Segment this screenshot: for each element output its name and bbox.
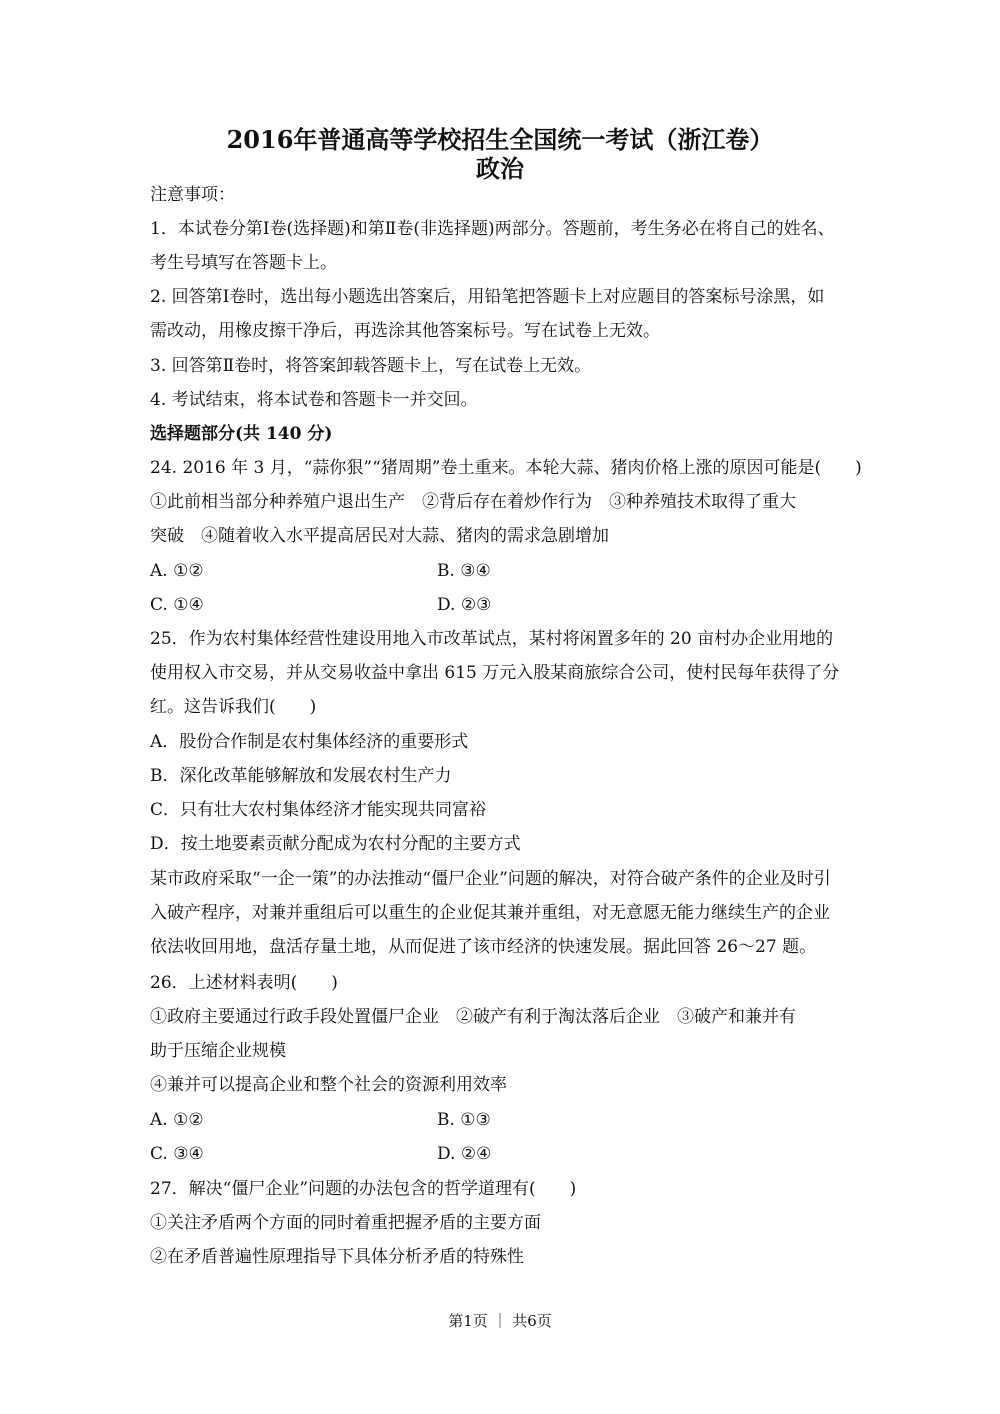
q24-option-c: C. ①④ (150, 595, 204, 615)
q24-stem: 24. 2016 年 3 月，“蒜你狠”“猪周期”卷土重来。本轮大蒜、猪肉价格上涨的原因可能是( ) (150, 458, 862, 478)
q26-items-line-1: ①政府主要通过行政手段处置僵尸企业 ②破产有利于淘汰落后企业 ③破产和兼并有 (150, 1007, 796, 1027)
q24-items-line-2: 突破 ④随着收入水平提高居民对大蒜、猪肉的需求急剧增加 (150, 526, 609, 546)
notice-item-3: 3. 回答第Ⅱ卷时，将答案卸载答题卡上，写在试卷上无效。 (150, 356, 592, 376)
q26-option-a: A. ①② (150, 1110, 204, 1130)
material-line-1: 某市政府采取“一企一策”的办法推动“僵尸企业”问题的解决，对符合破产条件的企业及时引 (150, 869, 831, 889)
exam-title: 2016年普通高等学校招生全国统一考试（浙江卷） (226, 125, 774, 154)
q24-option-b: B. ③④ (437, 561, 491, 581)
notice-item-2-line-1: 2. 回答第Ⅰ卷时，选出每小题选出答案后，用铅笔把答题卡上对应题目的答案标号涂黑，如 (150, 287, 825, 307)
q26-items-line-2: 助于压缩企业规模 (150, 1041, 286, 1061)
q24-items-line-1: ①此前相当部分种养殖户退出生产 ②背后存在着炒作行为 ③种养殖技术取得了重大 (150, 492, 796, 512)
q27-item-2: ②在矛盾普遍性原理指导下具体分析矛盾的特殊性 (150, 1247, 524, 1267)
q24-option-d: D. ②③ (437, 595, 492, 615)
notice-item-1-line-1: 1．本试卷分第Ⅰ卷(选择题)和第Ⅱ卷(非选择题)两部分。答题前，考生务必在将自己的姓名、 (150, 219, 835, 239)
q25-option-a: A．股份合作制是农村集体经济的重要形式 (150, 732, 469, 752)
q26-items-line-3: ④兼并可以提高企业和整个社会的资源利用效率 (150, 1075, 507, 1095)
q25-stem-line-2: 使用权入市交易，并从交易收益中拿出 615 万元入股某商旅综合公司，使村民每年获得了分 (150, 663, 840, 683)
q25-option-c: C．只有壮大农村集体经济才能实现共同富裕 (150, 800, 487, 820)
material-line-2: 入破产程序，对兼并重组后可以重生的企业促其兼并重组，对无意愿无能力继续生产的企业 (150, 903, 830, 923)
notice-item-2-line-2: 需改动，用橡皮擦干净后，再选涂其他答案标号。写在试卷上无效。 (150, 321, 660, 341)
q25-stem-line-3: 红。这告诉我们( ) (150, 697, 317, 717)
material-line-3: 依法收回用地，盘活存量土地，从而促进了该市经济的快速发展。据此回答 26～27 题。 (150, 937, 817, 957)
q24-option-a: A. ①② (150, 561, 204, 581)
q26-option-c: C. ③④ (150, 1144, 204, 1164)
q27-stem: 27．解决“僵尸企业”问题的办法包含的哲学道理有( ) (150, 1179, 577, 1199)
q27-item-1: ①关注矛盾两个方面的同时着重把握矛盾的主要方面 (150, 1213, 541, 1233)
notice-heading: 注意事项： (150, 185, 235, 205)
q25-stem-line-1: 25．作为农村集体经营性建设用地入市改革试点，某村将闲置多年的 20 亩村办企业用地的 (150, 629, 834, 649)
q26-stem: 26．上述材料表明( ) (150, 973, 338, 993)
notice-item-4: 4. 考试结束，将本试卷和答题卡一并交回。 (150, 390, 478, 410)
notice-item-1-line-2: 考生号填写在答题卡上。 (150, 253, 337, 273)
page-footer: 第1页 ｜ 共6页 (448, 1312, 552, 1330)
q25-option-d: D．按土地要素贡献分配成为农村分配的主要方式 (150, 834, 521, 854)
q26-option-d: D. ②④ (437, 1144, 492, 1164)
q26-option-b: B. ①③ (437, 1110, 491, 1130)
q25-option-b: B．深化改革能够解放和发展农村生产力 (150, 766, 452, 786)
section-label: 选择题部分(共 140 分) (150, 424, 333, 444)
exam-subject: 政治 (476, 154, 524, 183)
